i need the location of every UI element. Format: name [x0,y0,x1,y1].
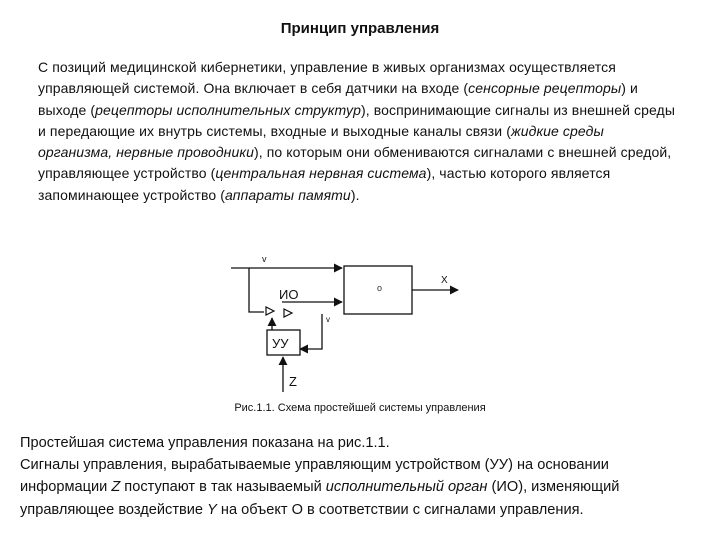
output-label: X [441,275,448,286]
intro-text-run: ), частью которого является запоминающее устройство ( [38,165,611,203]
description-line [20,476,700,498]
description-text-run: информации [20,479,112,496]
description-line: Сигналы управления, вырабатываемые управляющим устройством (УУ) на основании [20,457,609,474]
controller-label: УУ [272,336,289,351]
input-label: v [262,254,267,264]
intro-text-run: ) и выходе ( [38,80,638,118]
page-title: Принцип управления [280,20,440,37]
intro-text-run: жидкие среды организма, нервные проводники [38,122,604,161]
actuator-label: ИО [279,287,299,302]
intro-text-run: ). [350,186,360,203]
intro-text-run: С позиций медицинской кибернетики, управление в живых организмах осуществляется управляющей системой. Она включает в себя датчики на входе ( [38,59,616,97]
intro-text-run: центральная нервная система [215,165,427,182]
description-paragraph [20,432,700,521]
description-text-run: поступают в так называемый [120,479,326,496]
actuator-triangle [266,307,274,315]
info-label: Z [289,374,297,389]
loop-line [249,268,264,312]
description-line: Простейшая система управления показана на рис.1.1. [20,435,390,451]
intro-text-run: ), по которым они обмениваются сигналами с внешней средой, управляющее устройство ( [38,144,672,182]
intro-text-run: рецепторы исполнительных структур [95,101,362,118]
description-text-run: на объект О в соответствии с сигналами управления. [216,501,584,518]
intro-text-run: сенсорные рецепторы [468,80,622,97]
figure-caption: Рис.1.1. Схема простейшей системы управления [234,402,486,414]
intro-text-run: ), воспринимающие сигналы из внешней среды и передающие их внутрь системы, входные и выходные каналы связи ( [38,101,675,139]
description-line [20,499,700,521]
description-text-run: (ИО), изменяющий [487,479,620,496]
intro-text-run: аппараты памяти [225,186,351,203]
description-text-run: Z [111,479,121,496]
description-text-run: исполнительный орган [325,479,488,496]
description-text-run: Y [207,501,217,518]
description-text-run: управляющее воздействие [20,501,208,518]
object-label: о [377,283,383,293]
feedback-label: v [326,315,330,324]
actuator-diode [284,309,292,317]
feedback-line [300,314,322,349]
